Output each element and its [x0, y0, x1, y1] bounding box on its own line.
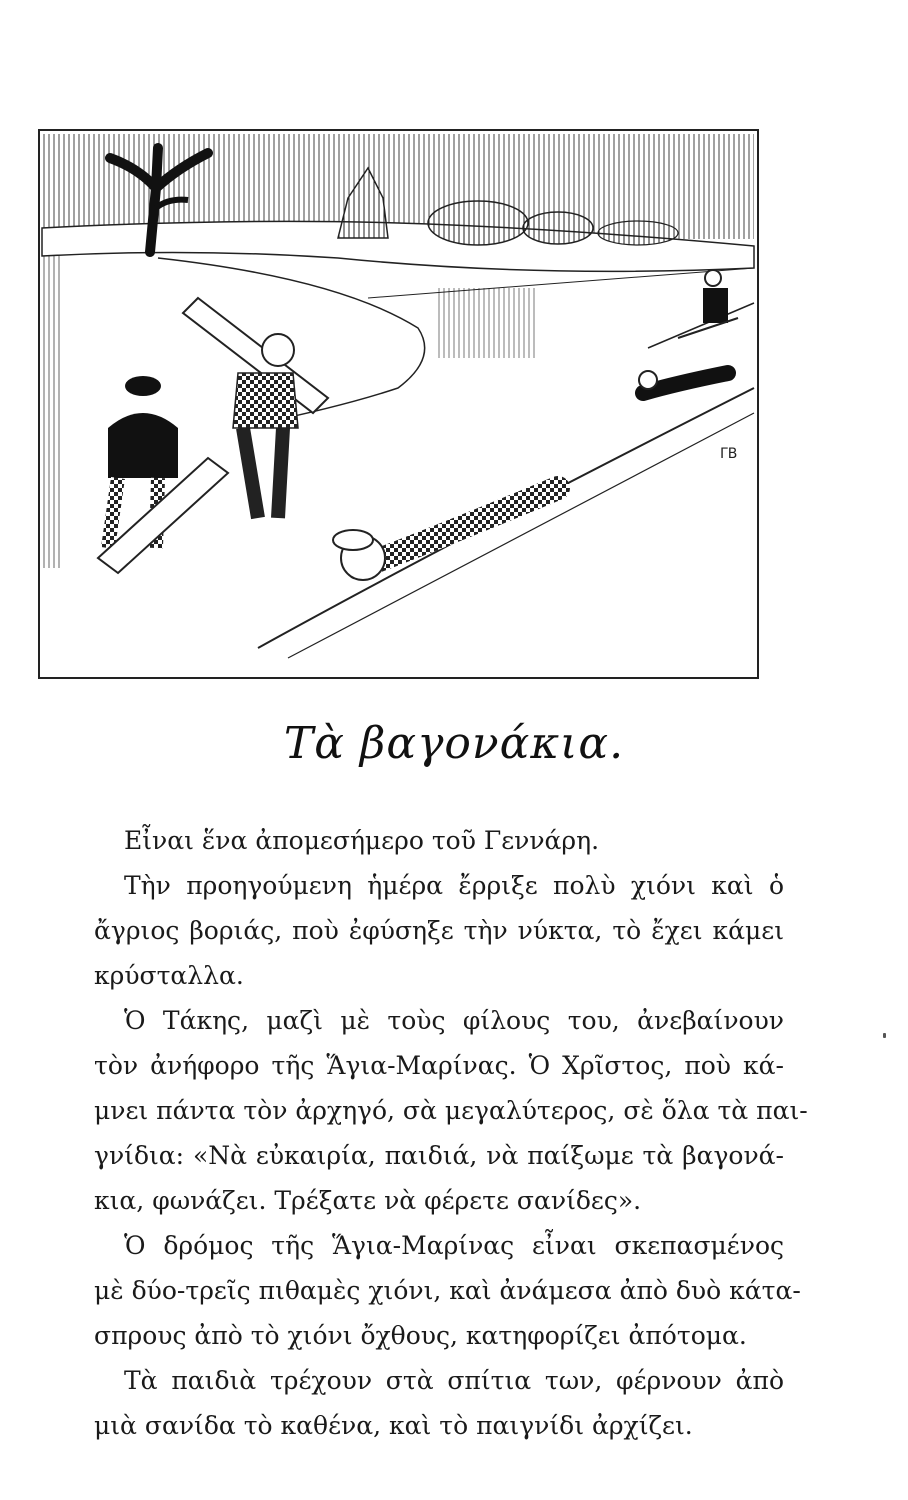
artist-monogram: ΓΒ — [720, 446, 738, 462]
bush — [428, 201, 528, 245]
text-line: ἄγριος βοριάς, ποὺ ἐφύσηξε τὴν νύκτα, τὸ ἔχει κάμει — [94, 916, 784, 945]
text-line: τὸν ἀνήφορο τῆς Ἅγια-Μαρίνας. Ὁ Χρῖστος, ποὺ κά- — [94, 1051, 784, 1080]
winter-scene-drawing — [38, 128, 760, 680]
sledding-illustration — [38, 128, 760, 680]
text-line: κια, φωνάζει. Τρέξατε νὰ φέρετε σανίδες». — [94, 1186, 642, 1215]
text-line: Ὁ δρόμος τῆς Ἅγια-Μαρίνας εἶναι σκεπασμένος — [124, 1231, 784, 1260]
text-line: Εἶναι ἕνα ἀπομεσήμερο τοῦ Γεννάρη. — [124, 826, 600, 855]
boy-jacket — [108, 413, 178, 478]
text-line: Τὴν προηγούμενη ἡμέρα ἔρριξε πολὺ χιόνι καὶ ὁ — [124, 871, 784, 900]
boy-cap — [125, 376, 161, 396]
chapter-title: Τὰ βαγονάκια. — [283, 718, 625, 769]
text-line: σπρους ἀπὸ τὸ χιόνι ὄχθους, κατηφορίζει ἀπότομα. — [94, 1321, 747, 1350]
text-line: μνει πάντα τὸν ἀρχηγό, σὰ μεγαλύτερος, σὲ ὅλα τὰ παι- — [94, 1096, 808, 1125]
text-line: μιὰ σανίδα τὸ καθένα, καὶ τὸ παιγνίδι ἀρχίζει. — [94, 1411, 693, 1440]
text-line: γνίδια: «Νὰ εὐκαιρία, παιδιά, νὰ παίξωμε τὰ βαγονά- — [94, 1141, 784, 1170]
print-speck — [883, 1033, 886, 1038]
text-line: κρύσταλλα. — [94, 961, 244, 990]
text-line: μὲ δύο-τρεῖς πιθαμὲς χιόνι, καὶ ἀνάμεσα ἀπὸ δυὸ κάτα- — [94, 1276, 801, 1305]
boy2-head — [262, 334, 294, 366]
body-text — [94, 818, 808, 1448]
text-line: Τὰ παιδιὰ τρέχουν στὰ σπίτια των, φέρνουν ἀπὸ — [124, 1366, 784, 1395]
boy2-jacket — [233, 373, 298, 428]
text-line: Ὁ Τάκης, μαζὶ μὲ τοὺς φίλους του, ἀνεβαίνουν — [124, 1006, 784, 1035]
